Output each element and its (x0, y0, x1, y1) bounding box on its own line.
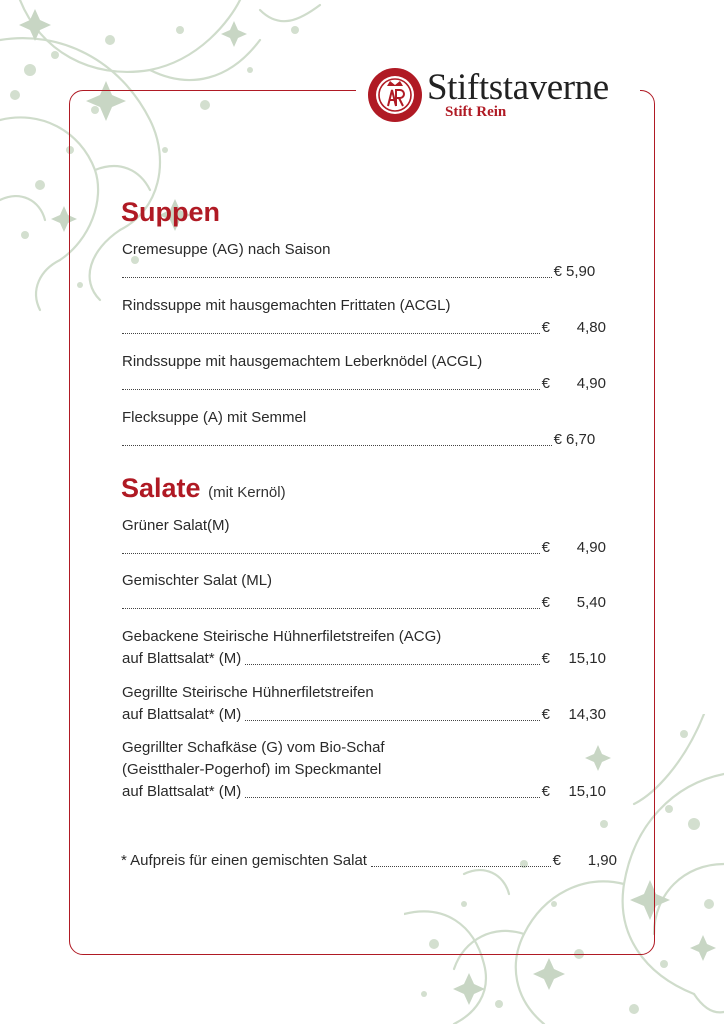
dot-leader (245, 719, 539, 721)
menu-item-name: Rindssuppe mit hausgemachtem Leberknödel (ACGL) (122, 353, 483, 370)
price-line (122, 570, 606, 592)
menu-item-name: Rindssuppe mit hausgemachten Frittaten (ACGL) (122, 297, 451, 314)
dot-leader (122, 552, 540, 554)
menu-item-price: 15,10 (568, 650, 606, 667)
section-title-suppen (121, 197, 220, 228)
dot-leader (122, 444, 552, 446)
menu-item-price: 4,80 (576, 319, 606, 336)
monogram-emblem-icon (366, 66, 424, 124)
section-title-salate (121, 473, 286, 504)
menu-item-name-continued: auf Blattsalat* (M) (122, 650, 242, 667)
menu-item-price: 5,40 (576, 594, 606, 611)
dot-leader (245, 796, 539, 798)
price-line (122, 373, 606, 395)
currency-symbol: € (541, 539, 550, 556)
menu-item-name-continued: auf Blattsalat* (M) (122, 706, 242, 723)
menu-item-name: Gegrillte Steirische Hühnerfiletstreifen (122, 684, 374, 701)
menu-item-name: Cremesuppe (AG) nach Saison (122, 241, 331, 258)
menu-item-name: Gebackene Steirische Hühnerfiletstreifen (ACG) (122, 628, 442, 645)
menu-item-price: 6,70 (566, 431, 596, 448)
menu-item-price: 14,30 (568, 706, 606, 723)
price-line (122, 759, 606, 781)
menu-item (122, 682, 606, 726)
menu-item (122, 515, 606, 559)
menu-item-name: Grüner Salat(M) (122, 517, 230, 534)
logo (356, 64, 640, 126)
price-line (121, 850, 617, 872)
currency-symbol: € (541, 706, 550, 723)
price-line (122, 648, 606, 670)
price-line (122, 781, 606, 803)
price-line (122, 704, 606, 726)
price-line (122, 295, 606, 317)
currency-symbol: € (552, 852, 561, 869)
price-line (122, 737, 606, 759)
menu-item (122, 407, 606, 451)
price-line (122, 317, 606, 339)
dot-leader (122, 607, 540, 609)
menu-item (122, 351, 606, 395)
section-title-text: Suppen (121, 197, 220, 227)
menu-item-price: 4,90 (576, 375, 606, 392)
currency-symbol: € (553, 263, 562, 280)
currency-symbol: € (553, 431, 562, 448)
logo-subtitle: Stift Rein (445, 104, 507, 120)
footnote-price: 1,90 (587, 852, 617, 869)
menu-item (122, 570, 606, 614)
price-line (122, 407, 606, 429)
price-line (122, 239, 606, 261)
dot-leader (122, 388, 540, 390)
footnote (121, 850, 617, 872)
price-line (122, 261, 606, 283)
section-note: (mit Kernöl) (208, 484, 286, 501)
price-line (122, 537, 606, 559)
menu-item (122, 626, 606, 670)
menu-item-price: 5,90 (566, 263, 596, 280)
dot-leader (122, 276, 552, 278)
price-line (122, 515, 606, 537)
menu-item (122, 239, 606, 283)
menu-item-name-continued: (Geistthaler-Pogerhof) im Speckmantel (122, 761, 382, 778)
price-line (122, 626, 606, 648)
currency-symbol: € (541, 594, 550, 611)
currency-symbol: € (541, 375, 550, 392)
price-line (122, 351, 606, 373)
dot-leader (371, 865, 551, 867)
dot-leader (245, 663, 539, 665)
menu-item (122, 295, 606, 339)
section-title-text: Salate (121, 473, 201, 503)
menu-item-name: Gegrillter Schafkäse (G) vom Bio-Schaf (122, 739, 385, 756)
currency-symbol: € (541, 319, 550, 336)
menu-item-name: Gemischter Salat (ML) (122, 572, 273, 589)
menu-item-name: Flecksuppe (A) mit Semmel (122, 409, 307, 426)
menu-item-price: 4,90 (576, 539, 606, 556)
logo-name: Stiftstaverne (427, 67, 609, 108)
price-line (122, 682, 606, 704)
currency-symbol: € (541, 650, 550, 667)
currency-symbol: € (541, 783, 550, 800)
menu-item-price: 15,10 (568, 783, 606, 800)
menu-item-name-continued: auf Blattsalat* (M) (122, 783, 242, 800)
footnote-text: * Aufpreis für einen gemischten Salat (121, 852, 367, 869)
dot-leader (122, 332, 540, 334)
price-line (122, 429, 606, 451)
price-line (122, 592, 606, 614)
menu-item (122, 737, 606, 803)
